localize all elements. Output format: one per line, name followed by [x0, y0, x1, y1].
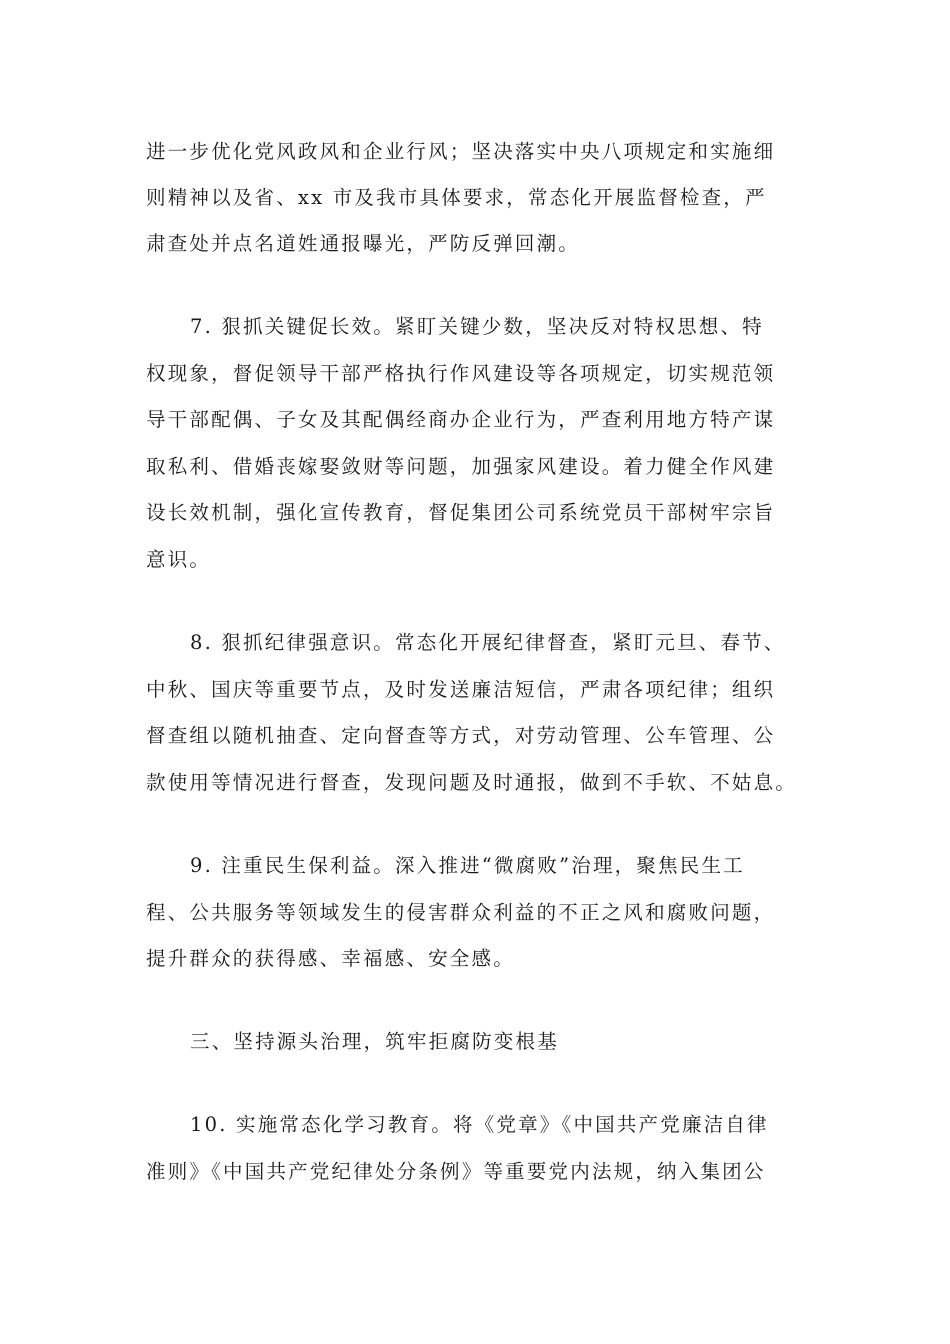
- text-line: 提升群众的获得感、幸福感、安全感。: [146, 947, 515, 970]
- text-line: 则精神以及省、xx 市及我市具体要求，常态化开展监督检查，严: [146, 186, 767, 209]
- text-line: 设长效机制，强化宣传教育，督促集团公司系统党员干部树牢宗旨: [146, 501, 776, 524]
- text-line: 准则》《中国共产党纪律处分条例》等重要党内法规，纳入集团公: [146, 1160, 766, 1183]
- text-line: 7. 狠抓关键促长效。紧盯关键少数，坚决反对特权思想、特: [190, 315, 764, 338]
- text-line: 进一步优化党风政风和企业行风；坚决落实中央八项规定和实施细: [146, 140, 776, 163]
- text-line: 意识。: [146, 548, 212, 571]
- text-line: 款使用等情况进行督查，发现问题及时通报，做到不手软、不姑息。: [146, 771, 798, 794]
- text-line: 督查组以随机抽查、定向督查等方式，对劳动管理、公车管理、公: [146, 724, 776, 747]
- text-line: 9. 注重民生保利益。深入推进“微腐败”治理，聚焦民生工: [190, 854, 745, 877]
- text-line: 中秋、国庆等重要节点，及时发送廉洁短信，严肃各项纪律；组织: [146, 678, 776, 701]
- text-line: 8. 狠抓纪律强意识。常态化开展纪律督查，紧盯元旦、春节、: [190, 631, 786, 654]
- text-line: 导干部配偶、子女及其配偶经商办企业行为，严查利用地方特产谋: [146, 408, 776, 431]
- text-line: 10. 实施常态化学习教育。将《党章》《中国共产党廉洁自律: [190, 1113, 769, 1136]
- text-line: 权现象，督促领导干部严格执行作风建设等各项规定，切实规范领: [146, 362, 776, 385]
- section-heading: 三、坚持源头治理，筑牢拒腐防变根基: [190, 1030, 559, 1053]
- text-line: 肃查处并点名道姓通报曝光，严防反弹回潮。: [146, 232, 581, 255]
- text-line: 取私利、借婚丧嫁娶敛财等问题，加强家风建设。着力健全作风建: [146, 455, 776, 478]
- text-line: 程、公共服务等领域发生的侵害群众利益的不正之风和腐败问题，: [146, 901, 776, 924]
